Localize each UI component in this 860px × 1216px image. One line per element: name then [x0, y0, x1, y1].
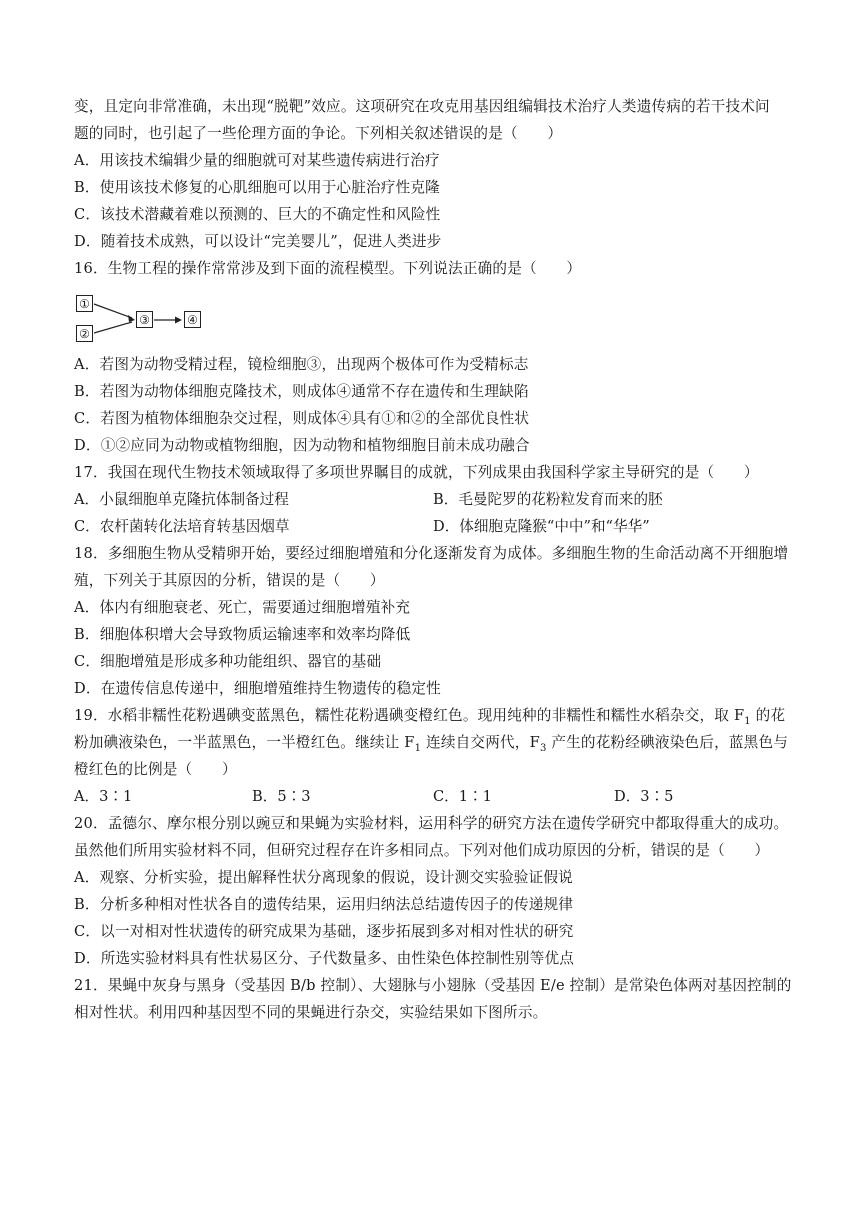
q15-option-b: B．使用该技术修复的心肌细胞可以用于心脏治疗性克隆 [74, 179, 440, 196]
q17-option-c: C．农杆菌转化法培育转基因烟草 [74, 518, 290, 535]
q18-option-c: C．细胞增殖是形成多种功能组织、器官的基础 [74, 653, 382, 670]
flow-node-2: ② [76, 325, 93, 342]
q15-option-a: A．用该技术编辑少量的细胞就可对某些遗传病进行治疗 [74, 152, 440, 169]
q19-option-d: D．3∶5 [614, 788, 674, 805]
q18-stem-line1: 18．多细胞生物从受精卵开始，要经过细胞增殖和分化逐渐发育为成体。多细胞生物的生命活动离不开细胞增 [74, 545, 789, 562]
flow-node-1: ① [76, 295, 93, 312]
q19-option-c: C．1∶1 [433, 788, 492, 805]
q20-option-b: B．分析多种相对性状各自的遗传结果，运用归纳法总结遗传因子的传递规律 [74, 896, 574, 913]
q16-option-d: D．①②应同为动物或植物细胞，因为动物和植物细胞目前未成功融合 [74, 437, 530, 454]
q16-option-b: B．若图为动物体细胞克隆技术，则成体④通常不存在遗传和生理缺陷 [74, 383, 529, 400]
q15-option-d: D．随着技术成熟，可以设计“完美婴儿”，促进人类进步 [74, 233, 442, 250]
q19-stem-line3: 橙红色的比例是（ ） [74, 761, 237, 778]
q19-option-b: B．5∶3 [252, 788, 311, 805]
q18-option-b: B．细胞体积增大会导致物质运输速率和效率均降低 [74, 626, 411, 643]
q18-stem-line2: 殖，下列关于其原因的分析，错误的是（ ） [74, 572, 385, 589]
q20-stem-line1: 20．孟德尔、摩尔根分别以豌豆和果蝇为实验材料，运用科学的研究方法在遗传学研究中都取得重大的成功。 [74, 815, 789, 832]
flow-node-4: ④ [184, 311, 201, 328]
q20-option-d: D．所选实验材料具有性状易区分、子代数量多、由性染色体控制性别等优点 [74, 950, 575, 967]
q18-option-d: D．在遗传信息传递中，细胞增殖维持生物遗传的稳定性 [74, 680, 441, 697]
q20-option-a: A．观察、分析实验，提出解释性状分离现象的假说，设计测交实验验证假说 [74, 869, 573, 886]
q16-option-c: C．若图为植物体细胞杂交过程，则成体④具有①和②的全部优良性状 [74, 410, 530, 427]
q19-option-a: A．3∶1 [74, 788, 133, 805]
q19-stem-line2: 粉加碘液染色，一半蓝黑色，一半橙红色。继续让 $F_1$ 连续自交两代，$F_3$ 产生的花粉经碘液染色后，蓝黑色与 [74, 734, 789, 754]
q20-stem-line2: 虽然他们所用实验材料不同，但研究过程存在许多相同点。下列对他们成功原因的分析，错误的是（ ） [74, 842, 770, 859]
q15-option-c: C．该技术潜藏着难以预测的、巨大的不确定性和风险性 [74, 206, 441, 223]
q17-option-b: B．毛曼陀罗的花粉粒发育而来的胚 [433, 491, 663, 508]
q18-option-a: A．体内有细胞衰老、死亡，需要通过细胞增殖补充 [74, 599, 411, 616]
q19-stem-line1: 19．水稻非糯性花粉遇碘变蓝黑色，糯性花粉遇碘变橙红色。现用纯种的非糯性和糯性水稻杂交，取 $F_1$ 的花 [74, 707, 786, 727]
q17-option-d: D．体细胞克隆猴“中中”和“华华” [433, 518, 650, 535]
q16-flow-diagram [74, 293, 214, 345]
flow-node-3: ③ [136, 311, 153, 328]
q21-stem-line1: 21．果蝇中灰身与黑身（受基因 B/b 控制）、大翅脉与小翅脉（受基因 E/e 控制）是常染色体两对基因控制的 [74, 977, 792, 994]
q16-stem: 16．生物工程的操作常常涉及到下面的流程模型。下列说法正确的是（ ） [74, 260, 582, 277]
q17-option-a: A．小鼠细胞单克隆抗体制备过程 [74, 491, 289, 508]
q16-option-a: A．若图为动物受精过程，镜检细胞③，出现两个极体可作为受精标志 [74, 356, 529, 373]
q17-stem: 17．我国在现代生物技术领域取得了多项世界瞩目的成就，下列成果由我国科学家主导研究的是（ ） [74, 464, 759, 481]
q15-stem-line2: 题的同时，也引起了一些伦理方面的争论。下列相关叙述错误的是（ ） [74, 125, 563, 142]
q20-option-c: C．以一对相对性状遗传的研究成果为基础，逐步拓展到多对相对性状的研究 [74, 923, 574, 940]
q15-stem-line1: 变，且定向非常准确，未出现“脱靶”效应。这项研究在攻克用基因组编辑技术治疗人类遗传病的若干技术问 [74, 98, 770, 115]
q21-stem-line2: 相对性状。利用四种基因型不同的果蝇进行杂交，实验结果如下图所示。 [74, 1004, 548, 1021]
